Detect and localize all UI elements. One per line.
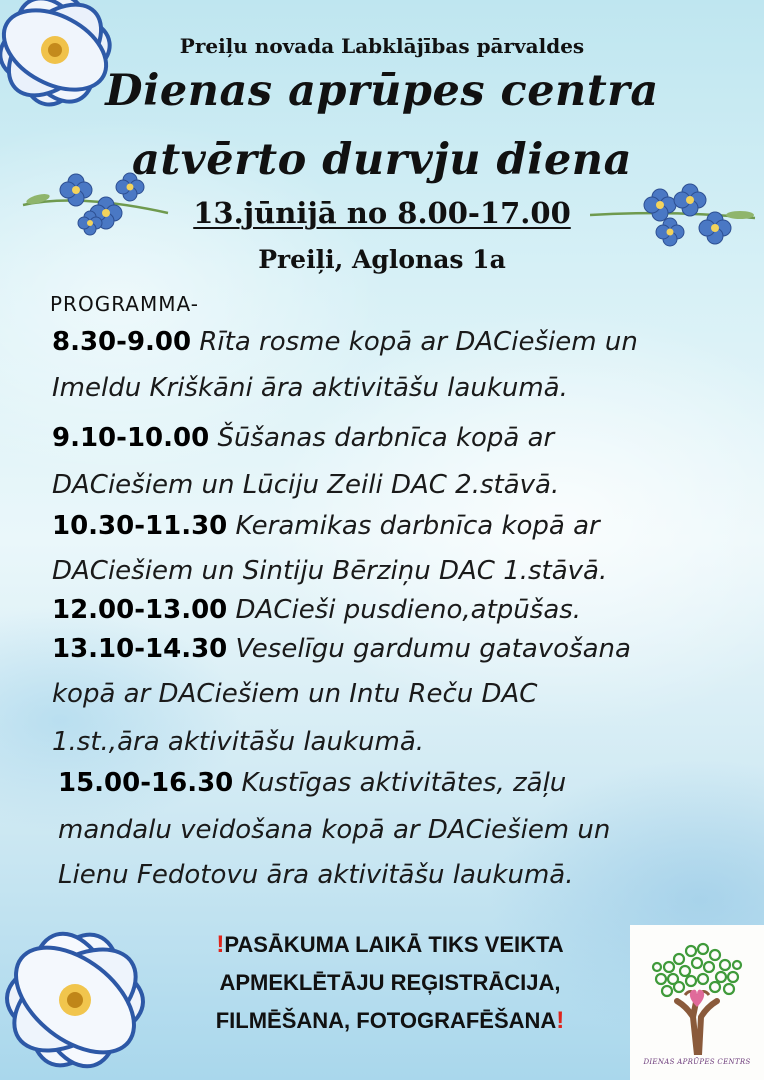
program-text: Imeldu Kriškāni āra aktivitāšu laukumā.: [52, 373, 568, 403]
program-text: Kustīgas aktivitātes, zāļu: [233, 768, 567, 798]
registration-notice: [160, 926, 620, 1040]
program-line: [52, 634, 631, 664]
program-line: [58, 768, 566, 798]
notice-line-2: APMEKLĒTĀJU REĢISTRĀCIJA,: [219, 970, 561, 995]
program-text: DACiešiem un Lūciju Zeili DAC 2.stāvā.: [52, 470, 560, 500]
program-text: Šūšanas darbnīca kopā ar: [209, 423, 555, 453]
program-text: DACieši pusdieno,atpūšas.: [227, 595, 582, 625]
flower-bottom-left-icon: [0, 905, 185, 1080]
program-line: [52, 595, 581, 625]
program-line: [52, 327, 638, 357]
logo: [630, 925, 764, 1080]
program-line: [52, 556, 607, 586]
program-time: 10.30-11.30: [52, 511, 228, 541]
organization-subtitle: Preiļu novada Labklājības pārvaldes: [179, 34, 585, 58]
program-time: 12.00-13.00: [52, 595, 228, 625]
logo-caption: DIENAS APRŪPES CENTRS: [643, 1058, 751, 1066]
program-text: kopā ar DACiešiem un Intu Reču DAC: [52, 679, 538, 709]
notice-line-3: FILMĒŠANA, FOTOGRAFĒŠANA: [215, 1008, 557, 1033]
program-text: Veselīgu gardumu gatavošana: [227, 634, 631, 664]
program-line: [52, 727, 424, 757]
program-line: [52, 511, 600, 541]
event-address: Preiļi, Aglonas 1a: [258, 245, 506, 274]
program-time: 15.00-16.30: [58, 768, 234, 798]
program-text: DACiešiem un Sintiju Bērziņu DAC 1.stāvā.: [52, 556, 608, 586]
event-date-time: 13.jūnijā no 8.00-17.00: [193, 196, 571, 230]
program-line: [58, 860, 573, 890]
program-time: 9.10-10.00: [52, 423, 210, 453]
program-line: [52, 423, 554, 453]
program-line: [58, 815, 610, 845]
program-text: Rīta rosme kopā ar DACiešiem un: [191, 327, 638, 357]
program-text: 1.st.,āra aktivitāšu laukumā.: [52, 727, 425, 757]
program-line: [52, 470, 559, 500]
program-text: mandalu veidošana kopā ar DACiešiem un: [58, 815, 611, 845]
notice-exclamation-right: !: [556, 1007, 565, 1034]
page-title-line-2: atvērto durvju diena: [132, 135, 632, 185]
program-line: [52, 679, 537, 709]
program-line: [52, 373, 568, 403]
program-text: Keramikas darbnīca kopā ar: [227, 511, 600, 541]
notice-exclamation-left: !: [216, 931, 225, 958]
program-text: Lienu Fedotovu āra aktivitāšu laukumā.: [58, 860, 574, 890]
page-title-line-1: Dienas aprūpes centra: [105, 66, 659, 116]
tree-hands-heart-logo-icon: [647, 937, 747, 1055]
notice-line-1: PASĀKUMA LAIKĀ TIKS VEIKTA: [224, 932, 564, 957]
program-heading: PROGRAMMA-: [50, 292, 199, 316]
program-time: 13.10-14.30: [52, 634, 228, 664]
program-time: 8.30-9.00: [52, 327, 192, 357]
